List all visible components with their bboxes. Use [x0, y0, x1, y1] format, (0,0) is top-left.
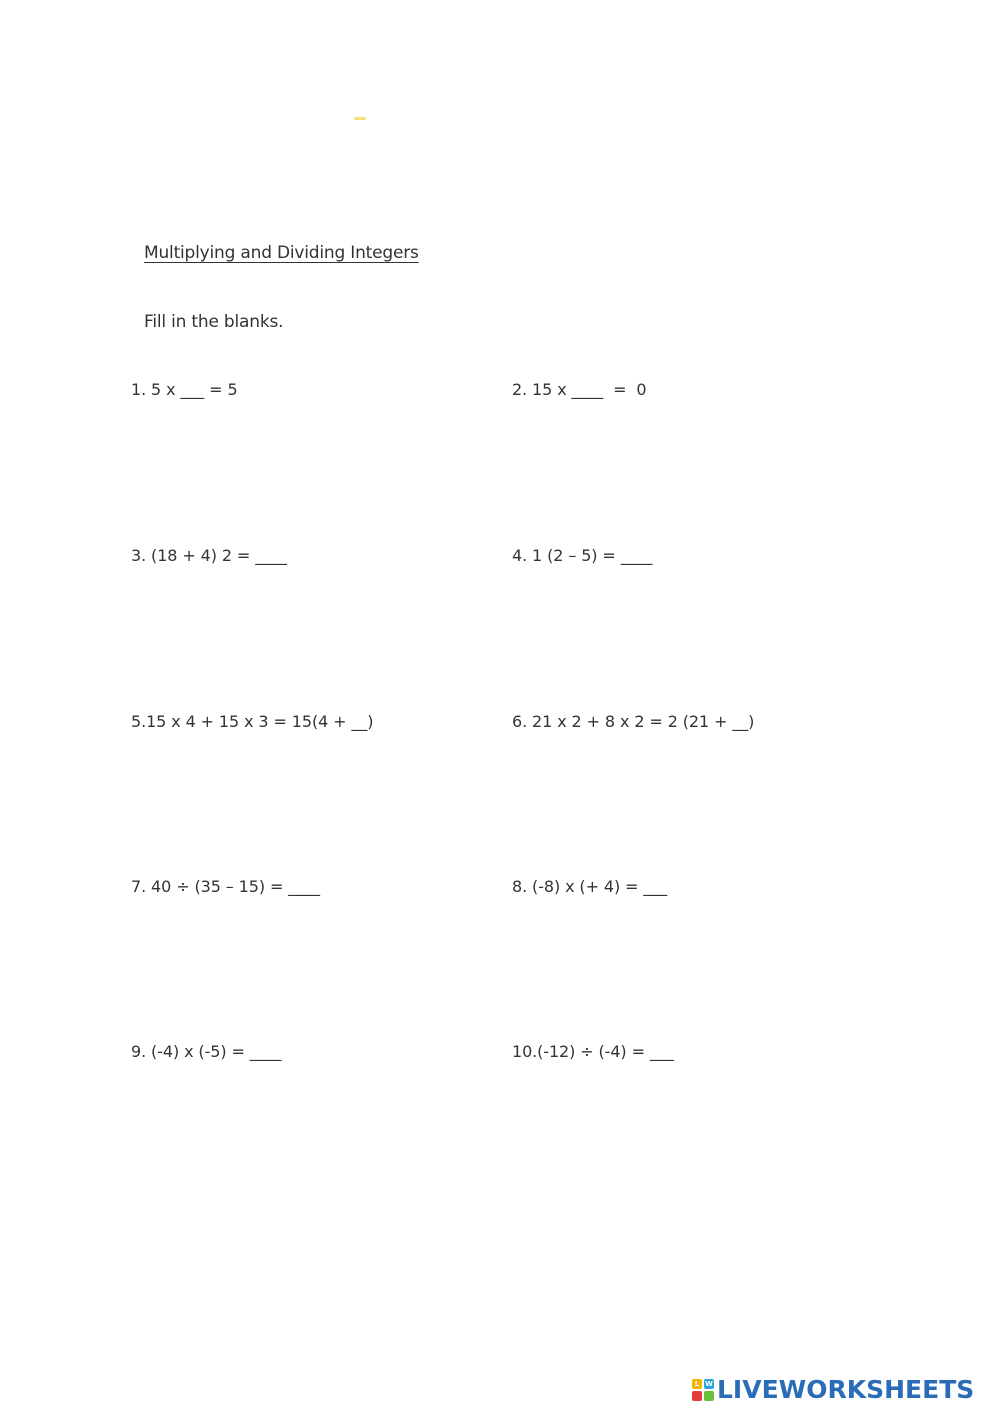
problem-7: 7. 40 ÷ (35 – 15) = ____	[131, 877, 320, 896]
problem-3: 3. (18 + 4) 2 = ____	[131, 546, 287, 565]
logo-brand-text: LIVEWORKSHEETS	[717, 1375, 975, 1404]
problem-9: 9. (-4) x (-5) = ____	[131, 1042, 282, 1061]
problem-8: 8. (-8) x (+ 4) = ___	[512, 877, 668, 896]
liveworksheets-logo[interactable]	[692, 1372, 974, 1408]
logo-icon-tile-red	[692, 1391, 702, 1401]
problem-10: 10.(-12) ÷ (-4) = ___	[512, 1042, 674, 1061]
problem-4: 4. 1 (2 – 5) = ____	[512, 546, 653, 565]
problem-2: 2. 15 x ____ = 0	[512, 380, 647, 399]
logo-icon-tile-w: W	[705, 1380, 713, 1388]
problem-5: 5.15 x 4 + 15 x 3 = 15(4 + __)	[131, 712, 374, 731]
problem-6: 6. 21 x 2 + 8 x 2 = 2 (21 + __)	[512, 712, 755, 731]
worksheet-instructions: Fill in the blanks.	[144, 312, 284, 332]
worksheet-title: Multiplying and Dividing Integers	[144, 243, 419, 263]
problem-1: 1. 5 x ___ = 5	[131, 380, 238, 399]
liveworksheets-logo-icon	[692, 1379, 714, 1401]
highlight-mark	[354, 117, 366, 120]
logo-icon-tile-green	[704, 1391, 714, 1401]
logo-icon-tile-l: L	[692, 1379, 702, 1389]
